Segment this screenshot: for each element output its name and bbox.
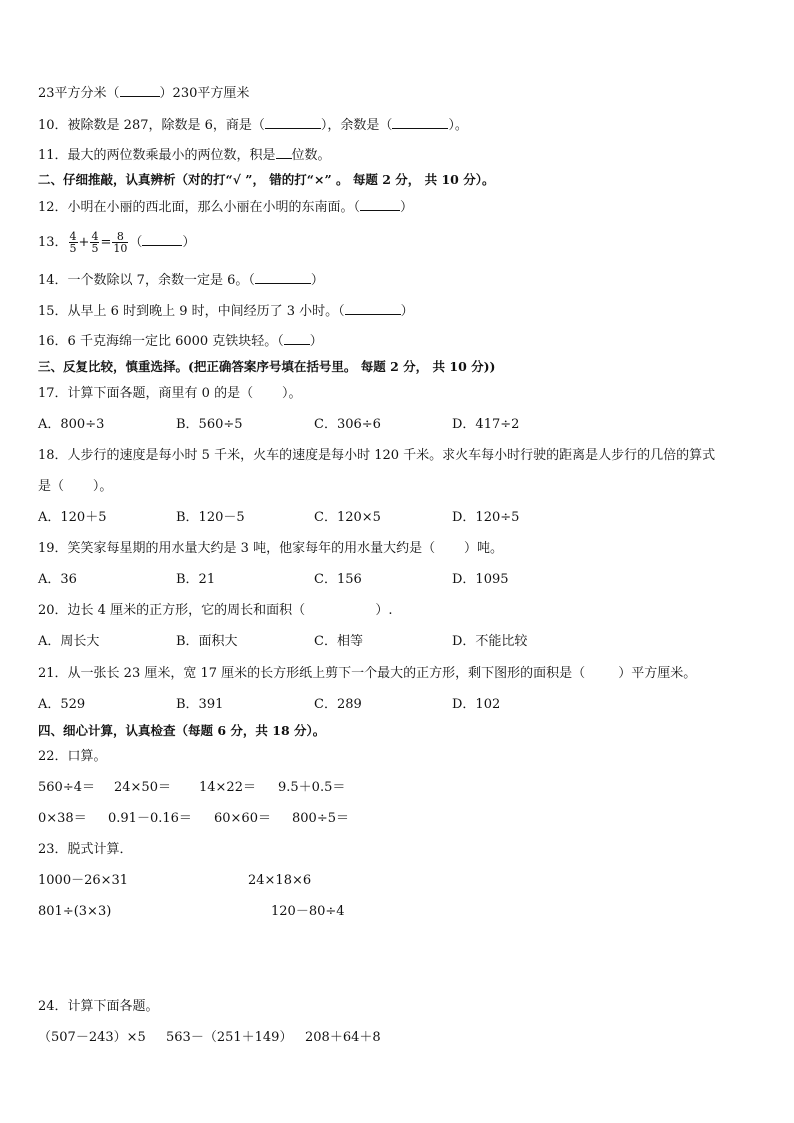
q13-open: （	[129, 235, 143, 250]
q23-expression-2: 24×18×6	[248, 873, 312, 888]
section-2-heading: 二、仔细推敲，认真辨析（对的打“√ ”， 错的打“×” 。 每题 2 分， 共 10 分）。	[38, 172, 495, 187]
q13-prefix: 13．	[38, 235, 68, 250]
q22-title: 22．口算。	[38, 749, 107, 764]
q10-text-b: ），余数是（	[320, 118, 393, 133]
q22-item: 0×38＝	[38, 811, 87, 826]
q13-equals: =	[100, 235, 112, 250]
q10-line	[38, 116, 468, 134]
q13-plus: +	[78, 235, 90, 250]
q22-item: 60×60＝	[214, 811, 271, 826]
q22-item: 24×50＝	[114, 780, 171, 795]
q11-text-a: 11．最大的两位数乘最小的两位数，积是	[38, 148, 276, 163]
q24-expression-2: 563－（251＋149）	[166, 1030, 293, 1045]
q16-text: 16．6 千克海绵一定比 6000 克铁块轻。（	[38, 334, 284, 349]
q15-line	[38, 302, 414, 320]
q23-expression-1: 1000－26×31	[38, 873, 129, 888]
q14-close: ）	[310, 273, 324, 288]
q20-option-a[interactable]: A．周长大	[38, 634, 100, 649]
q19-option-a[interactable]: A．36	[38, 572, 77, 587]
q18-option-d[interactable]: D．120÷5	[452, 510, 520, 525]
q16-close: ）	[309, 334, 323, 349]
q11-blank[interactable]	[276, 146, 292, 159]
q19-option-b[interactable]: B．21	[176, 572, 216, 587]
q20-stem: 20．边长 4 厘米的正方形，它的周长和面积（ ）.	[38, 603, 393, 618]
q13-f2-numerator: 4	[91, 230, 99, 243]
q18-option-c[interactable]: C．120×5	[314, 510, 381, 525]
section-3-heading: 三、反复比较，慎重选择。(把正确答案序号填在括号里。 每题 2 分， 共 10 分))	[38, 359, 496, 374]
q17-stem: 17．计算下面各题，商里有 0 的是（ ）。	[38, 386, 302, 401]
q13-fraction-1	[69, 231, 78, 254]
q12-blank[interactable]	[360, 198, 400, 211]
q21-option-c[interactable]: C．289	[314, 697, 362, 712]
q11-line	[38, 146, 331, 164]
q19-option-c[interactable]: C．156	[314, 572, 362, 587]
q16-line	[38, 332, 323, 350]
q21-option-b[interactable]: B．391	[176, 697, 224, 712]
q19-option-d[interactable]: D．1095	[452, 572, 509, 587]
q13-close: ）	[182, 235, 196, 250]
q9-text-left: 23平方分米（	[38, 86, 120, 101]
q18-stem-line2: 是（ ）。	[38, 479, 113, 494]
q15-blank[interactable]	[345, 302, 401, 315]
q13-f1-denominator: 5	[69, 242, 77, 255]
q24-title: 24．计算下面各题。	[38, 999, 159, 1014]
q24-expression-1: （507－243）×5	[38, 1030, 146, 1045]
q14-blank[interactable]	[255, 271, 311, 284]
q9-text-right: ）230平方厘米	[159, 86, 250, 101]
q9-line	[38, 84, 249, 102]
q12-text: 12．小明在小丽的西北面，那么小丽在小明的东南面。（	[38, 200, 361, 215]
q10-text-a: 10．被除数是 287，除数是 6，商是（	[38, 118, 265, 133]
q22-item: 14×22＝	[199, 780, 256, 795]
q14-text: 14．一个数除以 7，余数一定是 6。（	[38, 273, 255, 288]
q18-option-b[interactable]: B．120－5	[176, 510, 245, 525]
q13-fraction-3	[112, 231, 128, 254]
q21-option-d[interactable]: D．102	[452, 697, 501, 712]
q20-option-b[interactable]: B．面积大	[176, 634, 238, 649]
q16-blank[interactable]	[284, 332, 310, 345]
q21-option-a[interactable]: A．529	[38, 697, 86, 712]
q17-option-c[interactable]: C．306÷6	[314, 417, 381, 432]
q12-close: ）	[400, 200, 414, 215]
q14-line	[38, 271, 324, 289]
q13-f3-denominator: 10	[113, 242, 128, 255]
q18-stem-line1: 18．人步行的速度是每小时 5 千米，火车的速度是每小时 120 千米。求火车每小时行驶的距离是人步行的几倍的算式	[38, 448, 716, 463]
q21-stem: 21．从一张长 23 厘米，宽 17 厘米的长方形纸上剪下一个最大的正方形，剩下图形的面积是（ ）平方厘米。	[38, 666, 697, 681]
q17-option-d[interactable]: D．417÷2	[452, 417, 520, 432]
q22-item: 0.91－0.16＝	[108, 811, 192, 826]
section-4-heading: 四、细心计算，认真检查（每题 6 分，共 18 分）。	[38, 723, 326, 738]
q13-f2-denominator: 5	[91, 242, 99, 255]
q12-line	[38, 198, 413, 216]
q20-option-d[interactable]: D．不能比较	[452, 634, 528, 649]
q13-f1-numerator: 4	[69, 230, 77, 243]
q13-line	[38, 228, 195, 258]
q24-expression-3: 208＋64＋8	[305, 1030, 381, 1045]
q20-option-c[interactable]: C．相等	[314, 634, 363, 649]
q11-text-b: 位数。	[291, 148, 331, 163]
q23-title: 23．脱式计算．	[38, 842, 133, 857]
q13-fraction-2	[90, 231, 99, 254]
q22-item: 800÷5＝	[292, 811, 349, 826]
q13-f3-numerator: 8	[112, 231, 128, 243]
q17-option-a[interactable]: A．800÷3	[38, 417, 105, 432]
q18-option-a[interactable]: A．120＋5	[38, 510, 107, 525]
q10-remainder-blank[interactable]	[392, 116, 448, 129]
q10-quotient-blank[interactable]	[265, 116, 321, 129]
q9-answer-blank[interactable]	[120, 84, 160, 97]
q10-text-c: ）。	[448, 118, 468, 133]
q15-close: ）	[400, 304, 414, 319]
q13-blank[interactable]	[142, 233, 182, 246]
q15-text: 15．从早上 6 时到晚上 9 时，中间经历了 3 小时。（	[38, 304, 345, 319]
q19-stem: 19．笑笑家每星期的用水量大约是 3 吨，他家每年的用水量大约是（ ）吨。	[38, 541, 504, 556]
q17-option-b[interactable]: B．560÷5	[176, 417, 243, 432]
q23-expression-4: 120－80÷4	[271, 904, 345, 919]
q22-item: 9.5＋0.5＝	[278, 780, 346, 795]
q22-item: 560÷4＝	[38, 780, 95, 795]
q23-expression-3: 801÷(3×3)	[38, 904, 112, 919]
